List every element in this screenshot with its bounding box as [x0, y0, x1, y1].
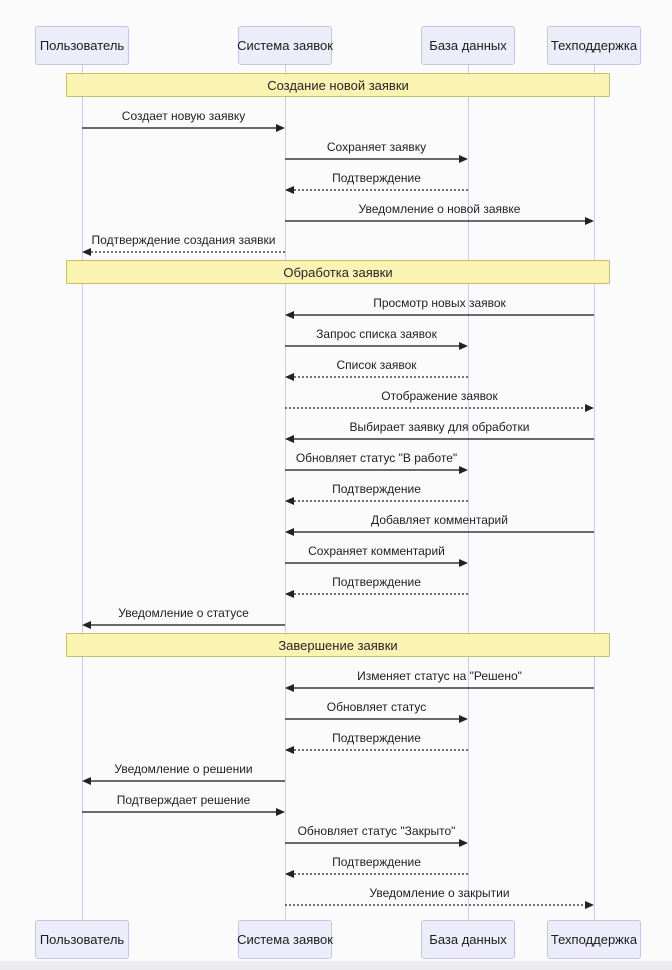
section-label: Завершение заявки [278, 637, 398, 653]
message-label: Подтверждение [332, 171, 421, 185]
lifeline-1 [82, 65, 83, 920]
message-arrowhead [276, 808, 285, 816]
message-label: Подтверждает решение [116, 793, 251, 807]
participant-bottom-1 [35, 920, 129, 959]
section-banner [66, 260, 610, 284]
message-arrowhead [285, 684, 294, 692]
message-label: Уведомление о новой заявке [358, 202, 521, 216]
message-label: Уведомление о статусе [118, 606, 249, 620]
message-arrowhead [285, 497, 294, 505]
message-label: Создает новую заявку [121, 109, 246, 123]
message-label: Подтверждение [332, 731, 421, 745]
message-label: Подтверждение [332, 482, 421, 496]
participant-label: Техподдержка [550, 38, 638, 53]
message-arrowhead [459, 155, 468, 163]
message-arrowhead [82, 621, 91, 629]
message-label: Запрос списка заявок [316, 327, 437, 341]
message-label: Изменяет статус на "Решено" [357, 669, 522, 683]
participant-label: База данных [429, 932, 507, 947]
participant-top-2 [238, 26, 332, 65]
participant-label: Техподдержка [550, 932, 638, 947]
message-label: Сохраняет комментарий [308, 544, 445, 558]
message-label: Уведомление о закрытии [369, 886, 510, 900]
message-label: Обновляет статус "В работе" [295, 451, 458, 465]
message-arrowhead [82, 777, 91, 785]
section-banner [66, 73, 610, 97]
section-label: Обработка заявки [283, 264, 393, 280]
participant-top-4 [547, 26, 641, 65]
section-label: Создание новой заявки [267, 77, 409, 93]
message-arrowhead [285, 870, 294, 878]
lifeline-2 [285, 65, 286, 920]
participant-bottom-2 [238, 920, 332, 959]
message-arrowhead [285, 590, 294, 598]
message-arrowhead [285, 186, 294, 194]
participant-bottom-4 [547, 920, 641, 959]
message-arrowhead [585, 404, 594, 412]
message-label: Обновляет статус "Закрыто" [297, 824, 456, 838]
message-arrowhead [285, 311, 294, 319]
message-arrowhead [285, 528, 294, 536]
message-arrowhead [285, 435, 294, 443]
message-label: Добавляет комментарий [371, 513, 508, 527]
message-arrowhead [82, 248, 91, 256]
message-label: Список заявок [336, 358, 417, 372]
message-label: Отображение заявок [381, 389, 498, 403]
message-label: Просмотр новых заявок [373, 296, 506, 310]
lifeline-3 [468, 65, 469, 920]
message-arrowhead [585, 901, 594, 909]
message-arrowhead [459, 559, 468, 567]
message-arrowhead [285, 746, 294, 754]
participant-label: Пользователь [39, 932, 125, 947]
participant-label: Система заявок [237, 38, 333, 53]
message-label: Обновляет статус [326, 700, 427, 714]
message-arrowhead [585, 217, 594, 225]
message-label: Подтверждение [332, 855, 421, 869]
message-label: Сохраняет заявку [326, 140, 427, 154]
message-arrowhead [276, 124, 285, 132]
message-arrowhead [459, 839, 468, 847]
message-label: Уведомление о решении [114, 762, 253, 776]
participant-top-1 [35, 26, 129, 65]
message-arrowhead [459, 342, 468, 350]
participant-top-3 [421, 26, 515, 65]
section-banner [66, 633, 610, 657]
message-label: Подтверждение [332, 575, 421, 589]
message-arrowhead [459, 466, 468, 474]
message-arrowhead [285, 373, 294, 381]
lifeline-4 [594, 65, 595, 920]
participant-label: Пользователь [39, 38, 125, 53]
participant-label: Система заявок [237, 932, 333, 947]
message-label: Подтверждение создания заявки [91, 233, 276, 247]
participant-label: База данных [429, 38, 507, 53]
message-label: Выбирает заявку для обработки [349, 420, 530, 434]
bottom-strip [0, 961, 672, 970]
participant-bottom-3 [421, 920, 515, 959]
message-arrowhead [459, 715, 468, 723]
